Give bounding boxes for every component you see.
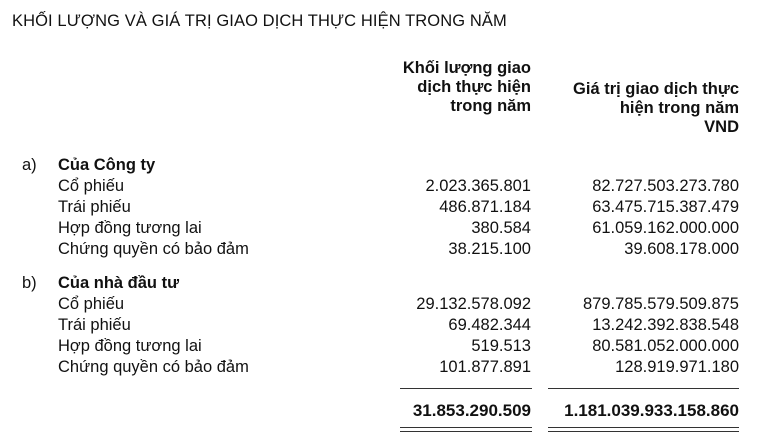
value-cell: 80.581.052.000.000 xyxy=(592,337,739,355)
double-rule-bottom xyxy=(400,431,532,432)
row-label: Cổ phiếu xyxy=(58,295,125,313)
total-value: 1.181.039.933.158.860 xyxy=(564,401,739,420)
value-cell: 61.059.162.000.000 xyxy=(592,219,739,237)
value-cell: 879.785.579.509.875 xyxy=(583,295,739,313)
section-b-heading xyxy=(0,274,760,293)
table-row xyxy=(0,240,760,259)
row-label: Trái phiếu xyxy=(58,198,131,216)
section-letter: b) xyxy=(22,274,37,292)
row-label: Hợp đồng tương lai xyxy=(58,337,202,355)
row-label: Chứng quyền có bảo đảm xyxy=(58,240,249,258)
value-cell: 13.242.392.838.548 xyxy=(592,316,739,334)
value-cell: 63.475.715.387.479 xyxy=(592,198,739,216)
subtotal-rule xyxy=(400,388,532,389)
volume-header-line: Khối lượng giao xyxy=(402,59,531,77)
volume-cell: 380.584 xyxy=(471,219,531,237)
volume-header-line: trong năm xyxy=(450,97,531,115)
section-title: Của nhà đầu tư xyxy=(58,274,180,292)
total-row xyxy=(0,401,760,420)
volume-cell: 101.877.891 xyxy=(439,358,531,376)
volume-header-line: dịch thực hiện xyxy=(417,78,531,96)
value-header-line: hiện trong năm xyxy=(619,99,739,117)
table-row xyxy=(0,198,760,217)
table-row xyxy=(0,177,760,196)
table-row xyxy=(0,337,760,356)
volume-cell: 519.513 xyxy=(471,337,531,355)
value-unit: VND xyxy=(704,118,739,136)
double-rule-top xyxy=(400,427,532,428)
double-rule-top xyxy=(548,427,739,428)
volume-cell: 69.482.344 xyxy=(448,316,531,334)
table-row xyxy=(0,358,760,377)
subtotal-rule xyxy=(548,388,739,389)
section-title: Của Công ty xyxy=(58,156,156,174)
page-title: KHỐI LƯỢNG VÀ GIÁ TRỊ GIAO DỊCH THỰC HIỆN TRONG NĂM xyxy=(12,12,507,30)
row-label: Hợp đồng tương lai xyxy=(58,219,202,237)
value-cell: 39.608.178.000 xyxy=(624,240,739,258)
section-letter: a) xyxy=(22,156,37,174)
double-rule-bottom xyxy=(548,431,739,432)
volume-cell: 29.132.578.092 xyxy=(416,295,531,313)
row-label: Cổ phiếu xyxy=(58,177,125,195)
table-row xyxy=(0,295,760,314)
row-label: Chứng quyền có bảo đảm xyxy=(58,358,249,376)
section-a-heading xyxy=(0,156,760,175)
volume-column-header xyxy=(331,59,531,116)
volume-cell: 2.023.365.801 xyxy=(425,177,531,195)
value-cell: 82.727.503.273.780 xyxy=(592,177,739,195)
table-row xyxy=(0,219,760,238)
row-label: Trái phiếu xyxy=(58,316,131,334)
value-column-header xyxy=(519,80,739,137)
volume-cell: 486.871.184 xyxy=(439,198,531,216)
total-volume: 31.853.290.509 xyxy=(412,401,531,420)
table-row xyxy=(0,316,760,335)
value-header-line: Giá trị giao dịch thực xyxy=(573,80,739,98)
volume-cell: 38.215.100 xyxy=(448,240,531,258)
value-cell: 128.919.971.180 xyxy=(615,358,739,376)
